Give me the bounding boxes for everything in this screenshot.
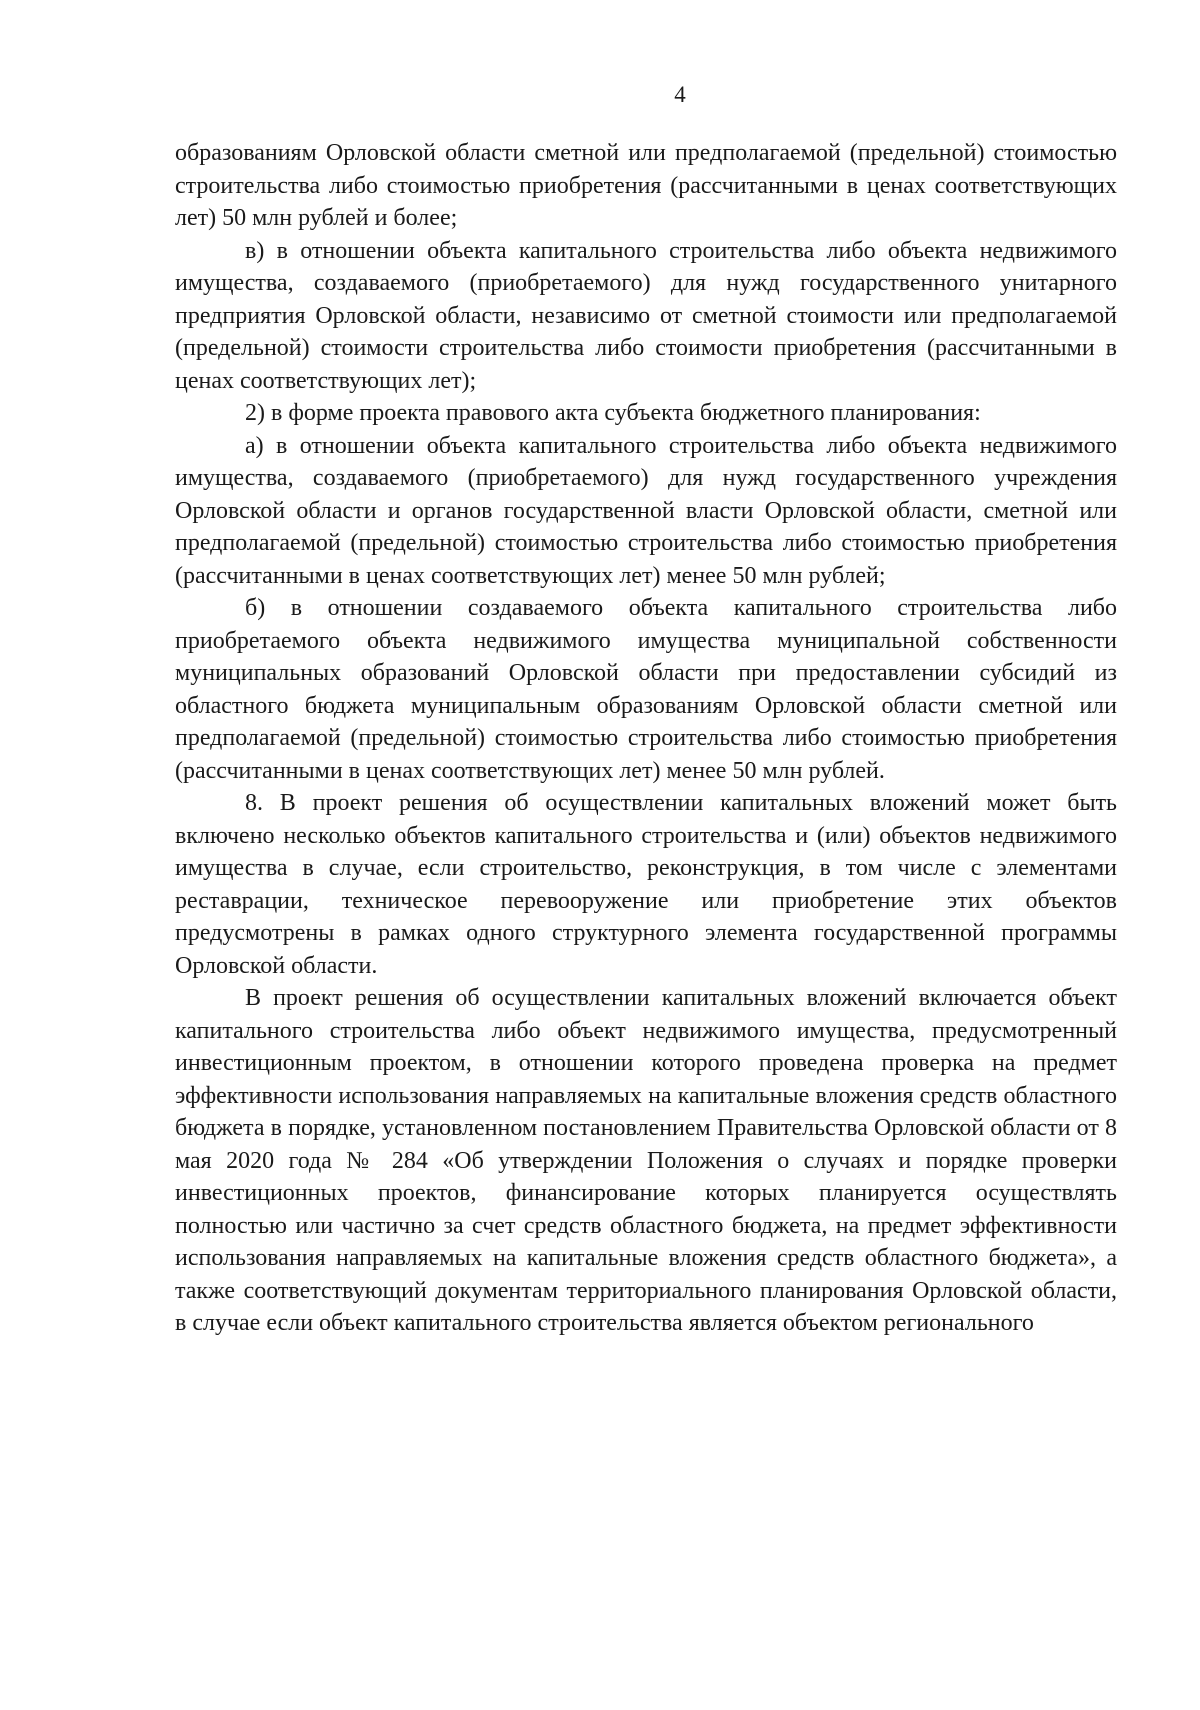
page-number: 4 xyxy=(674,82,686,107)
paragraph-item-8-continued: В проект решения об осуществлении капитальных вложений включается объект капитального строительства либо объект недвижимого имущества, предусмотренный инвестиционным проектом, в отношении которого проведена проверка на предмет эффективности использования направляемых на капитальные вложения средств областного бюджета в порядке, установленном постановлением Правительства Орловской области от 8 мая 2020 года № 284 «Об утверждении Положения о случаях и порядке проверки инвестиционных проектов, финансирование которых планируется осуществлять полностью или частично за счет средств областного бюджета, на предмет эффективности использования направляемых на капитальные вложения средств областного бюджета», а также соответствующий документам территориального планирования Орловской области, в случае если объект капитального строительства является объектом регионального xyxy=(175,985,1117,1336)
paragraph-item-2a: а) в отношении объекта капитального строительства либо объекта недвижимого имущества, создаваемого (приобретаемого) для нужд государственного учреждения Орловской области и органов государственной власти Орловской области, сметной или предполагаемой (предельной) стоимостью строительства либо стоимостью приобретения (рассчитанными в ценах соответствующих лет) менее 50 млн рублей; xyxy=(175,432,1117,589)
document-body xyxy=(175,137,1117,1340)
paragraph-item-v: в) в отношении объекта капитального строительства либо объекта недвижимого имущества, создаваемого (приобретаемого) для нужд государственного унитарного предприятия Орловской области, независимо от сметной стоимости или предполагаемой (предельной) стоимости строительства либо стоимости приобретения (рассчитанными в ценах соответствующих лет); xyxy=(175,237,1117,394)
paragraph-item-2b: б) в отношении создаваемого объекта капитального строительства либо приобретаемого объекта недвижимого имущества муниципальной собственности муниципальных образований Орловской области при предоставлении субсидий из областного бюджета муниципальным образованиям Орловской области сметной или предполагаемой (предельной) стоимостью строительства либо стоимостью приобретения (рассчитанными в ценах соответствующих лет) менее 50 млн рублей. xyxy=(175,595,1117,784)
paragraph-item-2: 2) в форме проекта правового акта субъекта бюджетного планирования: xyxy=(245,400,981,426)
paragraph-item-8: 8. В проект решения об осуществлении капитальных вложений может быть включено несколько объектов капитального строительства и (или) объектов недвижимого имущества в случае, если строительство, реконструкция, в том числе с элементами реставрации, техническое перевооружение или приобретение этих объектов предусмотрены в рамках одного структурного элемента государственной программы Орловской области. xyxy=(175,790,1117,979)
paragraph-continuation: образованиям Орловской области сметной или предполагаемой (предельной) стоимостью строительства либо стоимостью приобретения (рассчитанными в ценах соответствующих лет) 50 млн рублей и более; xyxy=(175,140,1117,231)
